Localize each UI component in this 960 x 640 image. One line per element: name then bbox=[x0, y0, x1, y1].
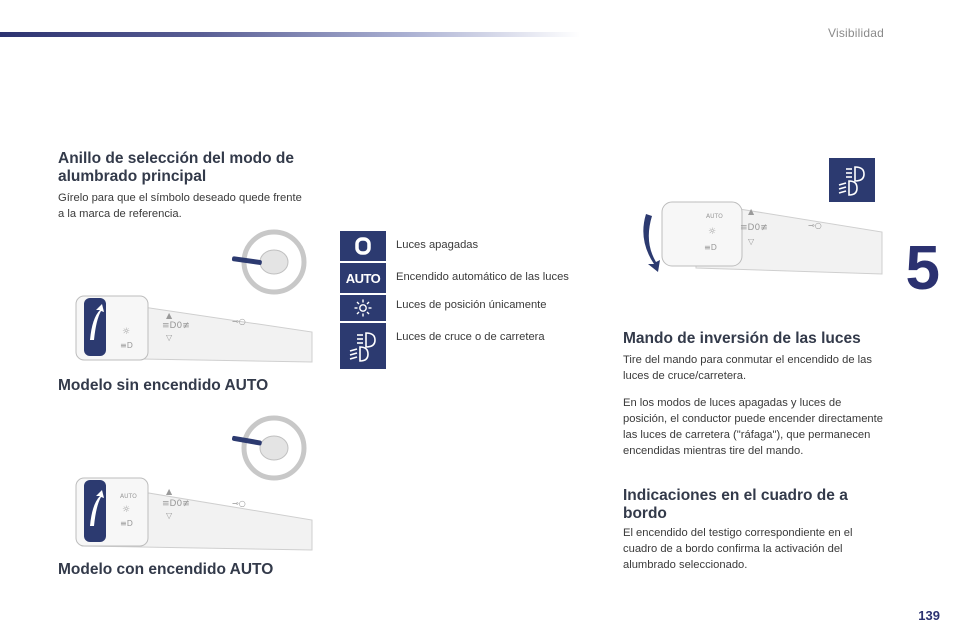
svg-text:▽: ▽ bbox=[748, 237, 755, 246]
lighting-stalk-auto bbox=[62, 472, 322, 556]
svg-text:⊸○: ⊸○ bbox=[808, 221, 822, 230]
svg-text:☼: ☼ bbox=[708, 227, 717, 237]
position-lights-icon bbox=[340, 295, 386, 321]
svg-text:AUTO: AUTO bbox=[706, 213, 723, 220]
indicators-description: El encendido del testigo correspondiente en el cuadro de a bordo confirma la activación del alumbrado seleccionado. bbox=[623, 527, 853, 571]
svg-text:▲: ▲ bbox=[166, 487, 173, 496]
legend-label-position: Luces de posición únicamente bbox=[396, 299, 547, 311]
steering-wheel-illustration bbox=[228, 228, 308, 296]
svg-text:AUTO: AUTO bbox=[120, 493, 137, 500]
lights-off-icon bbox=[340, 231, 386, 261]
auto-lights-icon bbox=[340, 263, 386, 293]
switch-description-1: Tire del mando para conmutar el encendido de las luces de cruce/carretera. bbox=[623, 354, 872, 382]
model-auto-caption: Modelo con encendido AUTO bbox=[58, 561, 274, 578]
dipped-main-beam-icon bbox=[340, 323, 386, 369]
svg-text:≡D: ≡D bbox=[120, 519, 133, 528]
svg-text:☼: ☼ bbox=[122, 505, 131, 515]
ring-description: Gírelo para que el símbolo deseado quede frente a la marca de referencia. bbox=[58, 192, 302, 220]
ring-title: Anillo de selección del modo de alumbrado principal bbox=[58, 150, 294, 185]
auto-glyph: AUTO bbox=[345, 270, 381, 286]
svg-text:⊸○: ⊸○ bbox=[232, 499, 246, 508]
svg-text:☼: ☼ bbox=[122, 327, 131, 337]
legend-label-dipped-main: Luces de cruce o de carretera bbox=[396, 331, 545, 343]
svg-text:≡D0≢: ≡D0≢ bbox=[162, 499, 190, 509]
legend-label-lights-off: Luces apagadas bbox=[396, 239, 479, 251]
lighting-stalk-no-auto bbox=[62, 288, 322, 368]
svg-text:≡D0≢: ≡D0≢ bbox=[740, 223, 768, 233]
svg-text:▲: ▲ bbox=[166, 311, 173, 320]
svg-text:▲: ▲ bbox=[748, 207, 755, 216]
svg-text:⊸○: ⊸○ bbox=[232, 317, 246, 326]
light-switch-stalk-illustration bbox=[636, 196, 886, 278]
section-name: Visibilidad bbox=[827, 26, 884, 40]
indicators-title: Indicaciones en el cuadro de a bordo bbox=[623, 487, 848, 522]
model-no-auto-caption: Modelo sin encendido AUTO bbox=[58, 377, 269, 394]
page-number: 139 bbox=[918, 608, 940, 623]
switch-description-2: En los modos de luces apagadas y luces de posición, el conductor puede encender directamente las luces de carretera ("ráfaga"), que permanecen encendidas mientras tire del mando. bbox=[623, 397, 883, 457]
svg-text:≡D: ≡D bbox=[704, 243, 717, 252]
svg-text:▽: ▽ bbox=[166, 511, 173, 520]
header-accent-bar bbox=[0, 32, 580, 37]
svg-text:≡D: ≡D bbox=[120, 341, 133, 350]
legend-label-auto: Encendido automático de las luces bbox=[396, 271, 569, 283]
svg-text:≡D0≢: ≡D0≢ bbox=[162, 321, 190, 331]
switch-title: Mando de inversión de las luces bbox=[623, 330, 861, 347]
chapter-number: 5 bbox=[905, 234, 940, 303]
svg-text:▽: ▽ bbox=[166, 333, 173, 342]
